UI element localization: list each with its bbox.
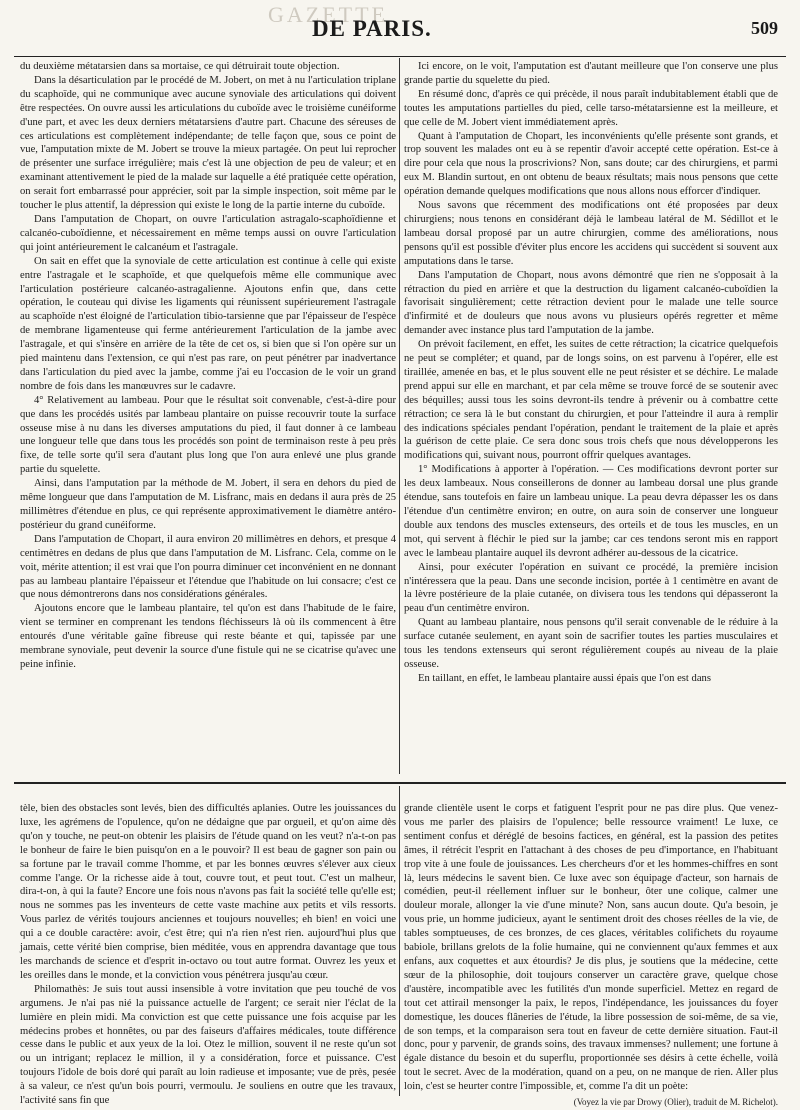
paragraph: On sait en effet que la synoviale de cette articulation est continue à celle qui existe entre l'astragale et le scaphoïde, et que quelquefois même elle communique avec l'articulation postérieure calcanéo-astragalienne. Ajoutons enfin que, dans cette opération, le couteau qui divise les ligaments qui réunissent supérieurement l'astragale au scaphoïde n'est éloigné de l'articulation tibio-tarsienne que par l'épaisseur de l'espèce de membrane ligamenteuse qui ferme antérieurement l'articulation de la jambe avec l'astragale, et qui s'insère en arrière de la tête de cet os, si bien que si l'on opère sur un pied maintenu dans l'extension, ce qui n'est pas rare, on peut pénétrer par inadvertance dans l'articulation du pied avec la jambe, comme j'ai eu l'occasion de le voir un grand nombre de fois dans les manœuvres sur le cadavre. bbox=[20, 255, 396, 392]
header-rule bbox=[14, 56, 786, 57]
paragraph: Ainsi, dans l'amputation par la méthode de M. Jobert, il sera en dehors du pied de même longueur que dans l'amputation de M. Lisfranc, mais en dedans il aura près de 25 millimètres d'étendue en plus, ce qui représente approximativement le diamètre antéro-postérieur du grand cunéiforme. bbox=[20, 478, 396, 531]
paragraph: Philomathès: Je suis tout aussi insensible à votre invitation que peu touché de vos argumens. Je n'ai pas nié la puissance actuelle de l'argent; ce serait nier l'éclat de la lumière en plein midi. Ma conviction est que cette puissance une fois acquise par les médecins probes et honnêtes, ou par des faiseurs d'affaires médicales, toute différence cesse dans le public et aux yeux de la loi. Otez le million, souvent il ne reste qu'un sot ou un intrigant; replacez le million, il y a considération, force et puissance. C'est toujours l'idole de bois doré qui paraît au loin radieuse et imposante; vue de près, pesée à sa valeur, ce n'est qu'un bois pourri, vermoulu. Je souliens en outre que les travaux, l'activité sans fin que bbox=[20, 983, 396, 1107]
feuilleton-column-right bbox=[404, 802, 778, 1108]
article-column-left bbox=[20, 60, 396, 770]
paragraph: du deuxième métatarsien dans sa mortaise, ce qui détruirait toute objection. bbox=[20, 61, 340, 72]
paragraph: Dans l'amputation de Chopart, on ouvre l'articulation astragalo-scaphoïdienne et calcanéo-cuboïdienne, et nécessairement en même temps aussi on ouvre l'articulation qui joint antérieurement le calcanéum et l'astragale. bbox=[20, 213, 396, 253]
paragraph: Quant au lambeau plantaire, nous pensons qu'il serait convenable de le réduire à la surface cutanée seulement, en ayant soin de sacrifier toutes les parties musculaires et tous les tendons extenseurs qui seront régulièrement coupés au niveau de la plaie osseuse. bbox=[404, 617, 778, 670]
page-header bbox=[0, 0, 800, 58]
paragraph: Nous savons que récemment des modifications ont été proposées par deux chirurgiens; nous tenons en considérant déjà le lambeau latéral de M. Sédillot et le lambeau dorsal proposé par un autre chirurgien, comme des améliorations, nous pensons qu'il est possible d'éviter plus encore les accidens qui succèdent si souvent aux amputations dans le tarse. bbox=[404, 200, 778, 267]
paragraph: Dans l'amputation de Chopart, nous avons démontré que rien ne s'opposait à la rétraction du pied en arrière et que la destruction du ligament calcanéo-cuboïdien la favorisait singulièrement; cette rétraction devient pour le malade une telle source d'infirmité et de douleurs que nous avons vu plusieurs opérés regretter et même demander avec instance plus tard l'amputation de la jambe. bbox=[404, 269, 778, 337]
bleed-through-title: GAZETTE bbox=[268, 2, 388, 27]
paragraph: grande clientèle usent le corps et fatiguent l'esprit pour ne pas dire plus. Que venez-vous me parler des plaisirs de l'opulence; belle ressource vraiment! Le luxe, ce sentiment confus et déréglé de besoins factices, en général, est la passion des petites âmes, il rétrécit l'esprit en l'attachant à des choses de peu d'importance, en l'habituant trop vite à une foule de jouissances. Les chercheurs d'or et les hommes-chiffres en sont là, leurs médecins le savent bien. Ce luxe avec son équipage d'acteur, son harnais de comédien, peut-il réellement influer sur le bonheur, ôter une colique, calmer une douleur morale, allonger la vie d'une minute? Non, sans aucun doute. Qu'a besoin, je vous prie, un homme judicieux, ayant le sentiment droit des choses réelles de la vie, de tables somptueuses, de ces bronzes, de ces glaces, véritables colifichets du royaume babiole, brillans grelots de la folie humaine, qui ne conviennent qu'aux femmes et aux enfans, aux coquettes et aux étourdis? Je dis plus, je soutiens que la médecine, cette sœur de la philosophie, doit toujours conserver un caractère grave, quelque chose d'austère, incompatible avec les futilités d'un monde superficiel. Mettez en regard de tout cet attirail mensonger la paix, le repos, l'indépendance, les jouissances du foyer domestique, les douces flâneries de l'étude, la libre possession de soi-même, de sa vie, de son temps, et la comparaison sera tout en faveur de cette dernière situation. Faut-il donc, pour y parvenir, de grands soins, des travaux immenses? nullement; une fortune à égale distance du besoin et du superflu, proportionnée ses désirs à cette échelle, voilà tout le secret. Avec de la modération, quand on a peu, on ne manque de rien. Aller plus loin, c'est se heurter contre l'impossible, et, comme l'a dit un poète: bbox=[404, 803, 778, 1093]
paragraph: tèle, bien des obstacles sont levés, bien des difficultés aplanies. Outre les jouissances du luxe, les agrémens de l'opulence, qu'on ne dédaigne que par orgueil, et qu'on aime dès qu'on y touche, ne peut-on obtenir les plaisirs de l'étude quand on les veut? n'a-t-on pas le bonheur de faire le bien puisqu'on en a le pouvoir? Il est beau de gagner son pain ou sa fortune par le travail comme l'homme, et par les bonnes œuvres s'élever aux cieux comme l'ange. Or la richesse aide à tout, couvre tout, et peut tout. C'est un malheur, dira-t-on, à qui la faute? Encore une fois nous n'avons pas fait la société telle qu'elle est; nous ne sommes pas les inventeurs de cette vaste machine aux petits et vils ressorts. Vous parlez de vérités toujours anciennes et toujours nouvelles; eh bien! en voici une qui a ce double caractère: avoir, c'est être; qui n'a rien n'est rien. aujourd'hui plus que jamais, cette vérité bien comprise, bien méditée, vous en apprendra davantage que tous les marchands de science et d'esprit in-octavo ou tout autre format. Ouvrez les yeux et les oreilles dans le monde, et la conviction vous pénétrera jusqu'au cœur. bbox=[20, 803, 396, 981]
column-divider bbox=[399, 58, 400, 774]
paragraph: En taillant, en effet, le lambeau plantaire aussi épais que l'on est dans bbox=[418, 672, 711, 684]
paragraph: Dans l'amputation de Chopart, il aura environ 20 millimètres en dehors, et presque 4 centimètres en dedans de plus que dans l'amputation de M. Lisfranc. Cela, comme on le voit, mérite attention; il est vrai que l'on pourra diminuer cet inconvénient en ne donnant pas au lambeau plantaire l'épaisseur et l'étendue que l'habitude on lui consacre; c'est ce que nous démontrerons dans nos considérations générales. bbox=[20, 533, 396, 601]
feuilleton-column-left bbox=[20, 802, 396, 1107]
paragraph: Dans la désarticulation par le procédé de M. Jobert, on met à nu l'articulation triplane du scaphoïde, qui ne communique avec aucune synoviale des articulations qui doivent être respectées. On ouvre aussi les articulations du cuboïde avec le troisième cunéiforme d'une part, et avec les deux derniers métatarsiens d'autre part. Chacune des séreuses de ces articulations est complètement indépendante; de telle façon que, sous ce point de vue, l'amputation mixte de M. Jobert se trouve la mieux partagée. On peut lui reprocher de présenter une surface irrégulière; mais c'est là une objection de peu de valeur; et en examinant attentivement le pied de la malade sur laquelle a été pratiquée cette opération, on serait fort embarrassé pour apprécier, soit par la simple inspection, soit même par le toucher le plus attentif, la dépression qui existe le long de la partie interne du cuboïde. bbox=[20, 74, 396, 212]
paragraph: 1° Modifications à apporter à l'opération. — Ces modifications devront porter sur les deux lambeaux. Nous conseillerons de donner au lambeau dorsal une plus grande étendue, sans toutefois en faire un lambeau unique. La peau devra dépasser les os dans l'étendue d'un centimètre environ; en outre, on aura soin de conserver une longueur double aux tendons des muscles extenseurs, des orteils et de tous les muscles, en un mot, qui servent à fléchir le pied sur la jambe; car ces tendons seront mis en rapport avec le lambeau plantaire auquel ils devront adhérer au-dessous de la cicatrice. bbox=[404, 464, 778, 559]
paragraph: Ici encore, on le voit, l'amputation est d'autant meilleure que l'on conserve une plus grande partie du squelette du pied. bbox=[404, 61, 778, 86]
page-number: 509 bbox=[751, 18, 778, 38]
feuilleton-divider bbox=[399, 786, 400, 1096]
footnote: (Voyez la vie par Drowy (Olier), traduit de M. Richelot). bbox=[573, 1097, 778, 1108]
paragraph: En résumé donc, d'après ce qui précède, il nous paraît indubitablement établi que de toutes les amputations partielles du pied, celle tarso-métatarsienne est la meilleure, et que celle de M. Jobert vient immédiatement après. bbox=[404, 88, 778, 128]
paragraph: Quant à l'amputation de Chopart, les inconvénients qu'elle présente sont grands, et trop souvent les malades ont eu à se repentir d'avoir accepté cette opération. Est-ce à dire pour cela que nous la proscrivions? Non, sans doute; car des chirurgiens, et parmi eux M. Blandin surtout, en ont obtenu de beaux résultats; mais nous pensons que cette opération demande quelques modifications que nous allons nous efforcer d'indiquer. bbox=[404, 130, 778, 198]
paragraph: 4° Relativement au lambeau. Pour que le résultat soit convenable, c'est-à-dire pour que dans les procédés usités par lambeau plantaire on puisse recouvrir toute la surface osseuse mise à nu dans les diverses amputations du pied, il faut donner à ce lambeau une longueur telle que dans tous les procédés son point de terminaison reste à peu près fixe, de telle sorte qu'il sera d'autant plus long que l'on aura enlevé une plus grande partie du squelette. bbox=[20, 394, 396, 476]
section-divider bbox=[14, 782, 786, 784]
paragraph: Ajoutons encore que le lambeau plantaire, tel qu'on est dans l'habitude de le faire, vient se terminer en comprenant les tendons fléchisseurs là où ils commencent à être entourés d'une véritable gaîne fibreuse qui reste béante et qui, tapissée par une membrane synoviale, peut devenir la source d'une fistule qui ne se cicatrise qu'avec une peine infinie. bbox=[20, 603, 396, 670]
paragraph: On prévoit facilement, en effet, les suites de cette rétraction; la cicatrice quelquefois ne peut se compléter; et quand, par de longs soins, on est parvenu à l'opérer, elle est tiraillée, amenée en bas, et le plus souvent elle ne peut résister et se déchire. Le malade prend appui sur elle en marchant, et par cela même se trouve forcé de se soutenir avec des béquilles; aussi tous les soins devront-ils tendre à prévenir ou à combattre cette rétraction; ce sera là le but constant du chirurgien, et pour l'atteindre il aura à remplir des indications spéciales pendant l'opération, pendant le traitement de la plaie et après la guérison de cette plaie. Ce sera donc sous trois chefs que nous développerons les modifications qui, suivant nous, pourront offrir quelques avantages. bbox=[404, 339, 778, 462]
running-title: DE PARIS. bbox=[312, 16, 432, 41]
article-column-right bbox=[404, 60, 778, 770]
paragraph: Ainsi, pour exécuter l'opération en suivant ce procédé, la première incision n'intéressera que la peau. Dans une seconde incision, portée à 1 centimètre en avant de la lèvre postérieure de la plaie cutanée, on divisera tous les tendons qui dépasseront la peau d'un centimètre environ. bbox=[404, 561, 778, 615]
